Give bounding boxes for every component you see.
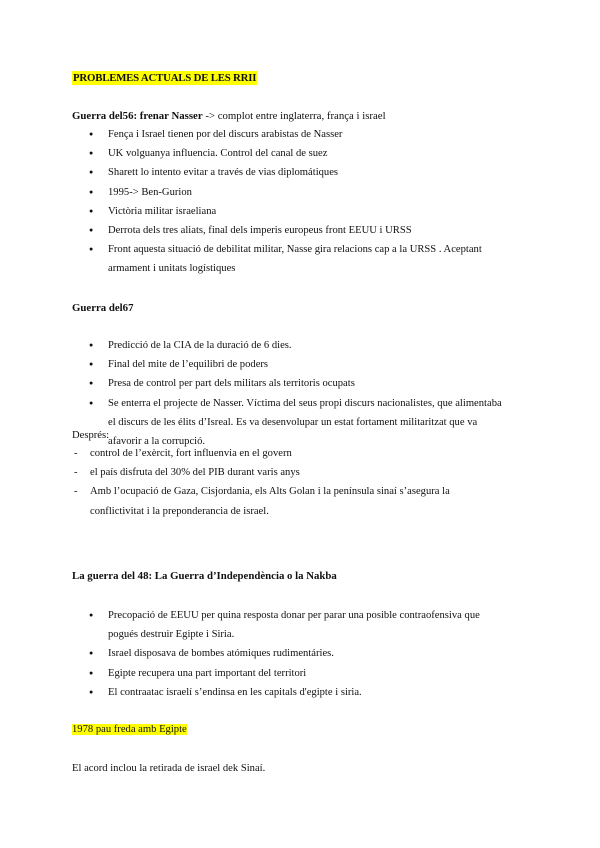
paragraph-acord: El acord inclou la retirada de israel dek Sinaí. xyxy=(72,763,266,774)
list-item: ● Presa de control per part dels militars als territoris ocupats xyxy=(0,374,600,393)
list-item: - Amb l’ocupació de Gaza, Cisjordania, els Alts Golan i la península sinaí s’asegura la conflictivitat i la preponderancia de israel. xyxy=(0,482,600,520)
list-item: ● Sharett lo intento evitar a través de vias diplomátiques xyxy=(0,163,600,182)
dash-list-despres xyxy=(0,444,600,521)
highlighted-heading: 1978 pau freda amb Egipte xyxy=(72,724,187,735)
section-heading-guerra-56 xyxy=(72,109,386,123)
section-heading-rest: -> complot entre inglaterra, frança i israel xyxy=(202,110,386,122)
list-item: ● Fença i Israel tienen por del discurs arabistas de Nasser xyxy=(0,125,600,144)
list-item: ● Israel disposava de bombes atómiques rudimentáries. xyxy=(0,644,600,663)
section-heading-text: Guerra del67 xyxy=(72,302,134,314)
section-heading-bold: Guerra del56: frenar Nasser xyxy=(72,110,203,122)
section-heading-guerra-67 xyxy=(72,301,133,315)
list-item: - el país disfruta del 30% del PIB durant varis anys xyxy=(0,463,600,482)
list-item: - control de l’exèrcit, fort influenvia en el govern xyxy=(0,444,600,463)
bullet-list-guerra-56 xyxy=(0,125,600,279)
list-item: ● 1995-> Ben-Gurion xyxy=(0,183,600,202)
list-item: ● Derrota dels tres aliats, final dels imperis europeus front EEUU i URSS xyxy=(0,221,600,240)
section-heading-text: La guerra del 48: La Guerra d’Independència o la Nakba xyxy=(72,570,337,582)
bullet-list-guerra-48 xyxy=(0,606,600,702)
section-heading-pau-freda xyxy=(72,723,187,737)
after-label: Després: xyxy=(72,430,110,441)
list-item: ● UK volguanya influencia. Control del canal de suez xyxy=(0,144,600,163)
list-item: ● Precopació de EEUU per quina resposta donar per parar una posible contraofensiva que pogués destruir Egipte i Siria. xyxy=(0,606,600,644)
list-item: ● Victòria militar israeliana xyxy=(0,202,600,221)
section-heading-guerra-48 xyxy=(72,569,337,583)
list-item: ● Se enterra el projecte de Nasser. Víctima del seus propi discurs nacionalistes, que alimentaba el discurs de les élits d’Isreal. Es va desenvolupar un estat fortament militaritzat que va afavorir a la corrupció. xyxy=(0,394,600,452)
list-item: ● Front aquesta situació de debilitat militar, Nasse gira relacions cap a la URSS . Aceptant armament i unitats logístiques xyxy=(0,240,600,278)
list-item: ● El contraatac israelí s’endinsa en les capitals d'egipte i siria. xyxy=(0,683,600,702)
list-item: ● Final del mite de l’equilibri de poders xyxy=(0,355,600,374)
list-item: ● Predicció de la CIA de la duració de 6 dies. xyxy=(0,336,600,355)
page-title: PROBLEMES ACTUALS DE LES RRII xyxy=(73,72,257,84)
list-item: ● Egipte recupera una part important del territori xyxy=(0,664,600,683)
